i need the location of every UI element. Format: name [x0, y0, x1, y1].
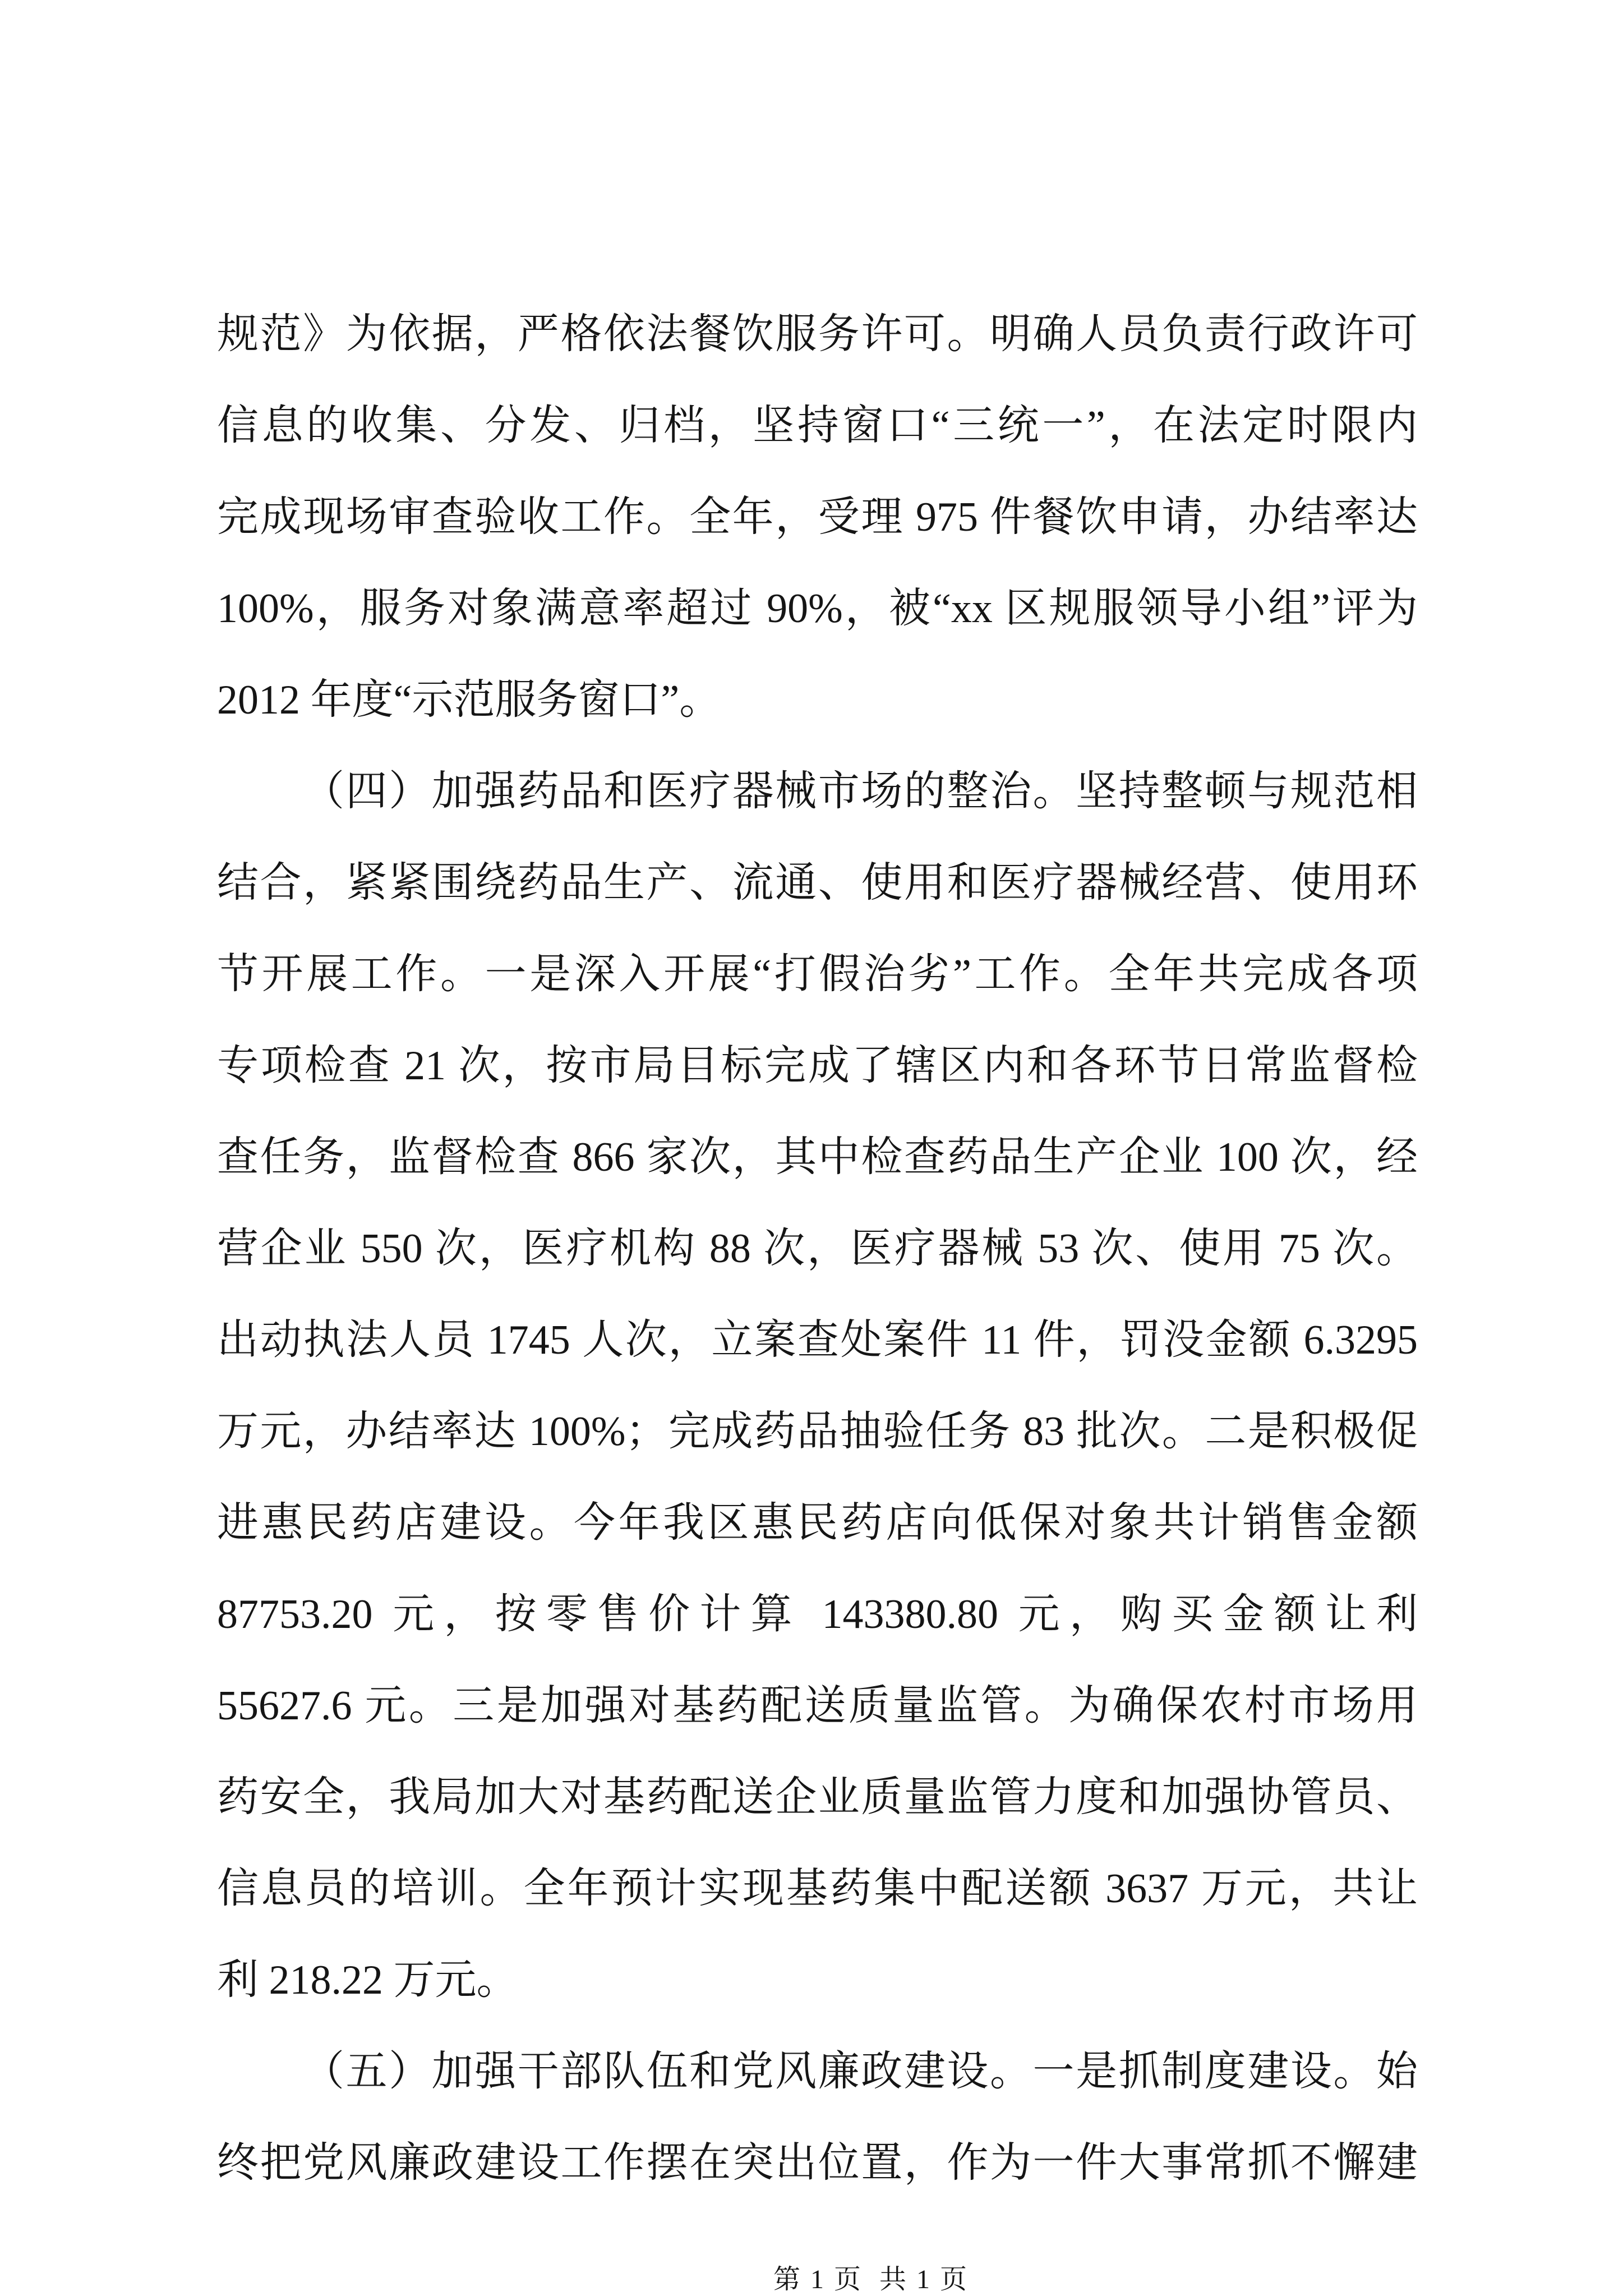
text-line: 规范》为依据，严格依法餐饮服务许可。明确人员负责行政许可 — [217, 311, 1418, 357]
text-line: 进惠民药店建设。今年我区惠民药店向低保对象共计销售金额 — [217, 1500, 1418, 1546]
text-line: 终把党风廉政建设工作摆在突出位置，作为一件大事常抓不懈建 — [217, 2140, 1418, 2186]
text-line: 87753.20 元，按零售价计算 143380.80 元，购买金额让利 — [217, 1591, 1418, 1637]
text-line: 结合，紧紧围绕药品生产、流通、使用和医疗器械经营、使用环 — [217, 860, 1418, 906]
paragraph — [217, 746, 1418, 2026]
page-number: 第 1 页 共 1 页 — [773, 2265, 969, 2294]
text-line: 查任务，监督检查 866 家次，其中检查药品生产企业 100 次，经 — [217, 1134, 1418, 1180]
paragraph — [217, 2026, 1418, 2209]
text-line: 专项检查 21 次，按市局目标完成了辖区内和各环节日常监督检 — [217, 1043, 1418, 1089]
text-line: 利 218.22 万元。 — [217, 1957, 518, 2003]
text-line: （五）加强干部队伍和党风廉政建设。一是抓制度建设。始 — [303, 2049, 1418, 2095]
body-text — [217, 289, 1418, 2209]
text-line: 100%，服务对象满意率超过 90%，被“xx 区规服领导小组”评为 — [217, 586, 1418, 632]
text-line: （四）加强药品和医疗器械市场的整治。坚持整顿与规范相 — [303, 769, 1418, 815]
text-line: 信息员的培训。全年预计实现基药集中配送额 3637 万元，共让 — [217, 1866, 1418, 1912]
page-footer — [740, 2229, 969, 2296]
text-line: 2012 年度“示范服务窗口”。 — [217, 677, 721, 723]
text-line: 药安全，我局加大对基药配送企业质量监管力度和加强协管员、 — [217, 1774, 1418, 1820]
text-line: 完成现场审查验收工作。全年，受理 975 件餐饮申请，办结率达 — [217, 494, 1418, 540]
paragraph — [217, 289, 1418, 746]
text-line: 万元，办结率达 100%；完成药品抽验任务 83 批次。二是积极促 — [217, 1409, 1418, 1455]
text-line: 营企业 550 次，医疗机构 88 次，医疗器械 53 次、使用 75 次。 — [217, 1226, 1418, 1272]
text-line: 55627.6 元。三是加强对基药配送质量监管。为确保农村市场用 — [217, 1683, 1418, 1729]
text-line: 信息的收集、分发、归档，坚持窗口“三统一”，在法定时限内 — [217, 403, 1418, 449]
text-line: 节开展工作。一是深入开展“打假治劣”工作。全年共完成各项 — [217, 951, 1418, 997]
text-line: 出动执法人员 1745 人次，立案查处案件 11 件，罚没金额 6.3295 — [217, 1317, 1418, 1363]
